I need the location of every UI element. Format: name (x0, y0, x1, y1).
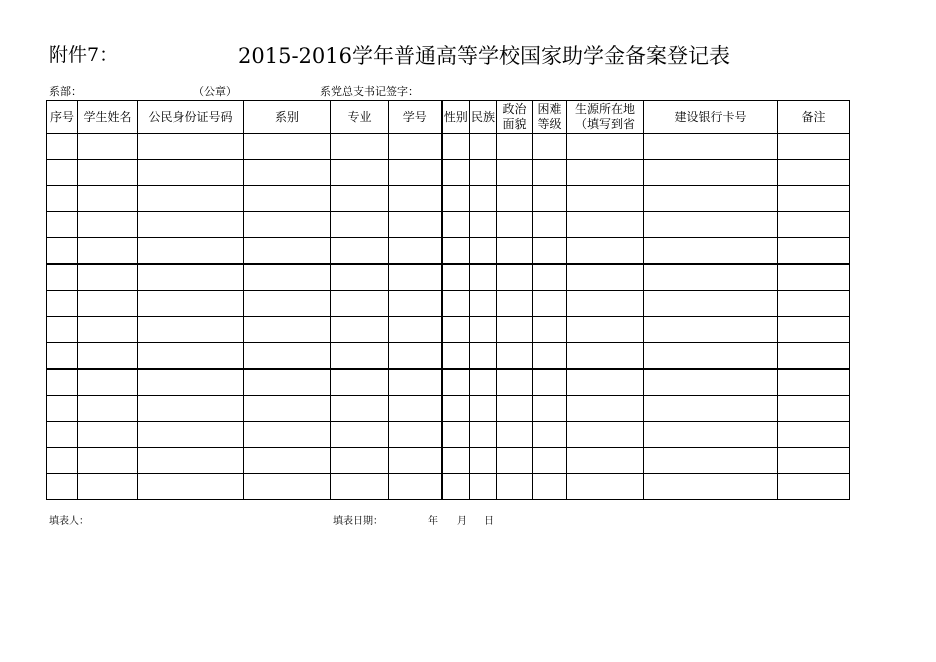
seal-label: （公章） (193, 85, 237, 98)
table-cell[interactable] (470, 317, 497, 343)
table-cell[interactable] (778, 343, 850, 370)
table-cell[interactable] (442, 134, 470, 160)
table-cell[interactable] (331, 238, 389, 265)
table-cell[interactable] (497, 186, 533, 212)
table-cell[interactable] (389, 317, 442, 343)
table-cell[interactable] (644, 134, 778, 160)
table-cell[interactable] (644, 343, 778, 370)
table-cell[interactable] (470, 369, 497, 396)
table-cell[interactable] (138, 134, 244, 160)
table-cell[interactable] (442, 474, 470, 500)
table-cell[interactable] (778, 396, 850, 422)
table-cell[interactable] (389, 396, 442, 422)
table-cell[interactable] (442, 422, 470, 448)
table-cell[interactable] (644, 422, 778, 448)
table-cell[interactable] (244, 238, 331, 265)
table-cell[interactable] (47, 264, 78, 291)
table-cell[interactable] (442, 264, 470, 291)
table-cell[interactable] (644, 474, 778, 500)
table-cell[interactable] (567, 134, 644, 160)
table-cell[interactable] (331, 212, 389, 238)
table-cell[interactable] (244, 212, 331, 238)
table-cell[interactable] (567, 343, 644, 370)
table-cell[interactable] (470, 212, 497, 238)
table-cell[interactable] (567, 212, 644, 238)
table-cell[interactable] (567, 160, 644, 186)
table-row (47, 160, 850, 186)
table-row (47, 422, 850, 448)
table-cell[interactable] (244, 291, 331, 317)
table-cell[interactable] (47, 317, 78, 343)
table-cell[interactable] (389, 474, 442, 500)
table-cell[interactable] (138, 160, 244, 186)
table-cell[interactable] (644, 396, 778, 422)
table-row (47, 448, 850, 474)
table-cell[interactable] (442, 186, 470, 212)
filler-label: 填表人： (49, 516, 89, 527)
table-cell[interactable] (47, 134, 78, 160)
column-header-gender: 性别 (442, 101, 470, 134)
column-header-bank-card: 建设银行卡号 (644, 101, 778, 134)
table-header-row (47, 101, 850, 134)
table-cell[interactable] (533, 291, 567, 317)
table-row (47, 264, 850, 291)
table-cell[interactable] (78, 369, 138, 396)
table-cell[interactable] (567, 369, 644, 396)
registration-table (46, 100, 850, 500)
table-cell[interactable] (470, 343, 497, 370)
table-cell[interactable] (389, 160, 442, 186)
column-header-origin: 生源所在地（填写到省 (567, 101, 644, 134)
table-cell[interactable] (567, 186, 644, 212)
table-row (47, 396, 850, 422)
table-cell[interactable] (389, 134, 442, 160)
table-cell[interactable] (497, 396, 533, 422)
table-cell[interactable] (331, 343, 389, 370)
table-cell[interactable] (644, 186, 778, 212)
table-cell[interactable] (442, 369, 470, 396)
table-cell[interactable] (331, 186, 389, 212)
day-label: 日 (484, 516, 494, 527)
table-cell[interactable] (442, 396, 470, 422)
table-row (47, 317, 850, 343)
year-label: 年 (428, 516, 438, 527)
table-cell[interactable] (778, 186, 850, 212)
table-cell[interactable] (389, 186, 442, 212)
table-cell[interactable] (644, 238, 778, 265)
table-cell[interactable] (389, 264, 442, 291)
table-cell[interactable] (533, 264, 567, 291)
table-cell[interactable] (389, 448, 442, 474)
table-cell[interactable] (567, 238, 644, 265)
table-cell[interactable] (778, 134, 850, 160)
table-cell[interactable] (331, 474, 389, 500)
column-header-id-number: 公民身份证号码 (138, 101, 244, 134)
table-cell[interactable] (470, 186, 497, 212)
table-cell[interactable] (138, 369, 244, 396)
table-cell[interactable] (244, 474, 331, 500)
signature-label: 系党总支书记签字： (320, 85, 419, 98)
table-cell[interactable] (497, 343, 533, 370)
table-cell[interactable] (778, 264, 850, 291)
table-cell[interactable] (331, 396, 389, 422)
table-cell[interactable] (331, 134, 389, 160)
page-title: 2015-2016学年普通高等学校国家助学金备案登记表 (238, 44, 730, 68)
table-row (47, 343, 850, 370)
table-cell[interactable] (78, 291, 138, 317)
table-cell[interactable] (78, 238, 138, 265)
table-cell[interactable] (497, 238, 533, 265)
table-cell[interactable] (78, 422, 138, 448)
table-cell[interactable] (244, 396, 331, 422)
table-cell[interactable] (533, 396, 567, 422)
table-cell[interactable] (442, 448, 470, 474)
table-cell[interactable] (644, 317, 778, 343)
table-cell[interactable] (533, 160, 567, 186)
table-row (47, 238, 850, 265)
table-row (47, 291, 850, 317)
table-cell[interactable] (78, 396, 138, 422)
column-header-major: 专业 (331, 101, 389, 134)
table-cell[interactable] (644, 160, 778, 186)
table-cell[interactable] (497, 369, 533, 396)
table-cell[interactable] (533, 369, 567, 396)
fill-date-label: 填表日期： (333, 516, 383, 527)
table-cell[interactable] (778, 317, 850, 343)
table-cell[interactable] (470, 396, 497, 422)
table-cell[interactable] (567, 396, 644, 422)
table-cell[interactable] (533, 317, 567, 343)
table-cell[interactable] (244, 448, 331, 474)
table-cell[interactable] (778, 238, 850, 265)
table-cell[interactable] (244, 186, 331, 212)
table-cell[interactable] (244, 317, 331, 343)
table-cell[interactable] (644, 448, 778, 474)
table-cell[interactable] (138, 448, 244, 474)
column-header-student-id: 学号 (389, 101, 442, 134)
table-cell[interactable] (78, 186, 138, 212)
table-cell[interactable] (778, 369, 850, 396)
column-header-ethnicity: 民族 (470, 101, 497, 134)
table-cell[interactable] (533, 212, 567, 238)
table-cell[interactable] (497, 291, 533, 317)
table-cell[interactable] (778, 474, 850, 500)
column-header-department: 系别 (244, 101, 331, 134)
table-cell[interactable] (244, 264, 331, 291)
table-cell[interactable] (244, 343, 331, 370)
column-header-political-status: 政治面貌 (497, 101, 533, 134)
table-cell[interactable] (331, 291, 389, 317)
table-cell[interactable] (644, 369, 778, 396)
table-cell[interactable] (470, 448, 497, 474)
table-cell[interactable] (442, 238, 470, 265)
table-cell[interactable] (442, 317, 470, 343)
table-cell[interactable] (389, 369, 442, 396)
table-cell[interactable] (497, 448, 533, 474)
table-cell[interactable] (331, 317, 389, 343)
table-cell[interactable] (331, 264, 389, 291)
table-cell[interactable] (389, 422, 442, 448)
table-cell[interactable] (567, 317, 644, 343)
table-cell[interactable] (497, 474, 533, 500)
table-cell[interactable] (78, 474, 138, 500)
table-cell[interactable] (533, 238, 567, 265)
table-cell[interactable] (644, 291, 778, 317)
table-cell[interactable] (778, 448, 850, 474)
table-cell[interactable] (497, 317, 533, 343)
table-cell[interactable] (331, 369, 389, 396)
table-cell[interactable] (497, 160, 533, 186)
table-cell[interactable] (47, 212, 78, 238)
table-cell[interactable] (497, 134, 533, 160)
table-cell[interactable] (389, 291, 442, 317)
table-cell[interactable] (470, 264, 497, 291)
table-cell[interactable] (47, 291, 78, 317)
month-label: 月 (457, 516, 467, 527)
table-cell[interactable] (497, 422, 533, 448)
table-cell[interactable] (533, 186, 567, 212)
table-cell[interactable] (567, 422, 644, 448)
table-row (47, 369, 850, 396)
attachment-label: 附件7： (49, 44, 119, 66)
table-cell[interactable] (470, 422, 497, 448)
table-cell[interactable] (47, 422, 78, 448)
table-cell[interactable] (47, 238, 78, 265)
table-cell[interactable] (644, 264, 778, 291)
table-cell[interactable] (533, 448, 567, 474)
table-cell[interactable] (138, 186, 244, 212)
table-cell[interactable] (138, 317, 244, 343)
table-cell[interactable] (389, 343, 442, 370)
table-cell[interactable] (47, 186, 78, 212)
table-cell[interactable] (567, 448, 644, 474)
table-cell[interactable] (497, 212, 533, 238)
table-cell[interactable] (47, 396, 78, 422)
table-cell[interactable] (567, 291, 644, 317)
table-cell[interactable] (778, 422, 850, 448)
column-header-index: 序号 (47, 101, 78, 134)
table-row (47, 212, 850, 238)
table-cell[interactable] (138, 474, 244, 500)
table-cell[interactable] (78, 212, 138, 238)
table-cell[interactable] (778, 212, 850, 238)
column-header-remarks: 备注 (778, 101, 850, 134)
table-cell[interactable] (533, 343, 567, 370)
column-header-hardship-level: 困难等级 (533, 101, 567, 134)
table-cell[interactable] (138, 238, 244, 265)
table-cell[interactable] (244, 160, 331, 186)
table-cell[interactable] (47, 448, 78, 474)
table-cell[interactable] (442, 291, 470, 317)
table-row (47, 474, 850, 500)
table-cell[interactable] (78, 343, 138, 370)
table-cell[interactable] (331, 422, 389, 448)
table-cell[interactable] (47, 474, 78, 500)
table-cell[interactable] (138, 396, 244, 422)
table-cell[interactable] (78, 160, 138, 186)
table-cell[interactable] (138, 422, 244, 448)
table-cell[interactable] (470, 474, 497, 500)
table-cell[interactable] (138, 343, 244, 370)
table-cell[interactable] (442, 160, 470, 186)
table-cell[interactable] (78, 317, 138, 343)
table-cell[interactable] (778, 291, 850, 317)
table-cell[interactable] (244, 422, 331, 448)
table-cell[interactable] (47, 160, 78, 186)
table-cell[interactable] (533, 134, 567, 160)
table-cell[interactable] (470, 160, 497, 186)
table-cell[interactable] (78, 264, 138, 291)
table-cell[interactable] (470, 291, 497, 317)
table-cell[interactable] (442, 212, 470, 238)
table-row (47, 186, 850, 212)
table-cell[interactable] (78, 448, 138, 474)
table-cell[interactable] (331, 448, 389, 474)
table-cell[interactable] (389, 212, 442, 238)
table-cell[interactable] (138, 264, 244, 291)
table-cell[interactable] (533, 474, 567, 500)
table-cell[interactable] (567, 474, 644, 500)
column-header-student-name: 学生姓名 (78, 101, 138, 134)
table-cell[interactable] (244, 134, 331, 160)
table-cell[interactable] (138, 212, 244, 238)
table-cell[interactable] (78, 134, 138, 160)
table-cell[interactable] (47, 369, 78, 396)
table-cell[interactable] (470, 238, 497, 265)
table-cell[interactable] (470, 134, 497, 160)
table-cell[interactable] (244, 369, 331, 396)
table-cell[interactable] (567, 264, 644, 291)
table-cell[interactable] (138, 291, 244, 317)
table-row (47, 134, 850, 160)
table-cell[interactable] (497, 264, 533, 291)
department-label: 系部： (49, 85, 82, 98)
table-cell[interactable] (331, 160, 389, 186)
table-cell[interactable] (389, 238, 442, 265)
table-cell[interactable] (47, 343, 78, 370)
table-cell[interactable] (533, 422, 567, 448)
table-cell[interactable] (644, 212, 778, 238)
table-cell[interactable] (778, 160, 850, 186)
table-cell[interactable] (442, 343, 470, 370)
